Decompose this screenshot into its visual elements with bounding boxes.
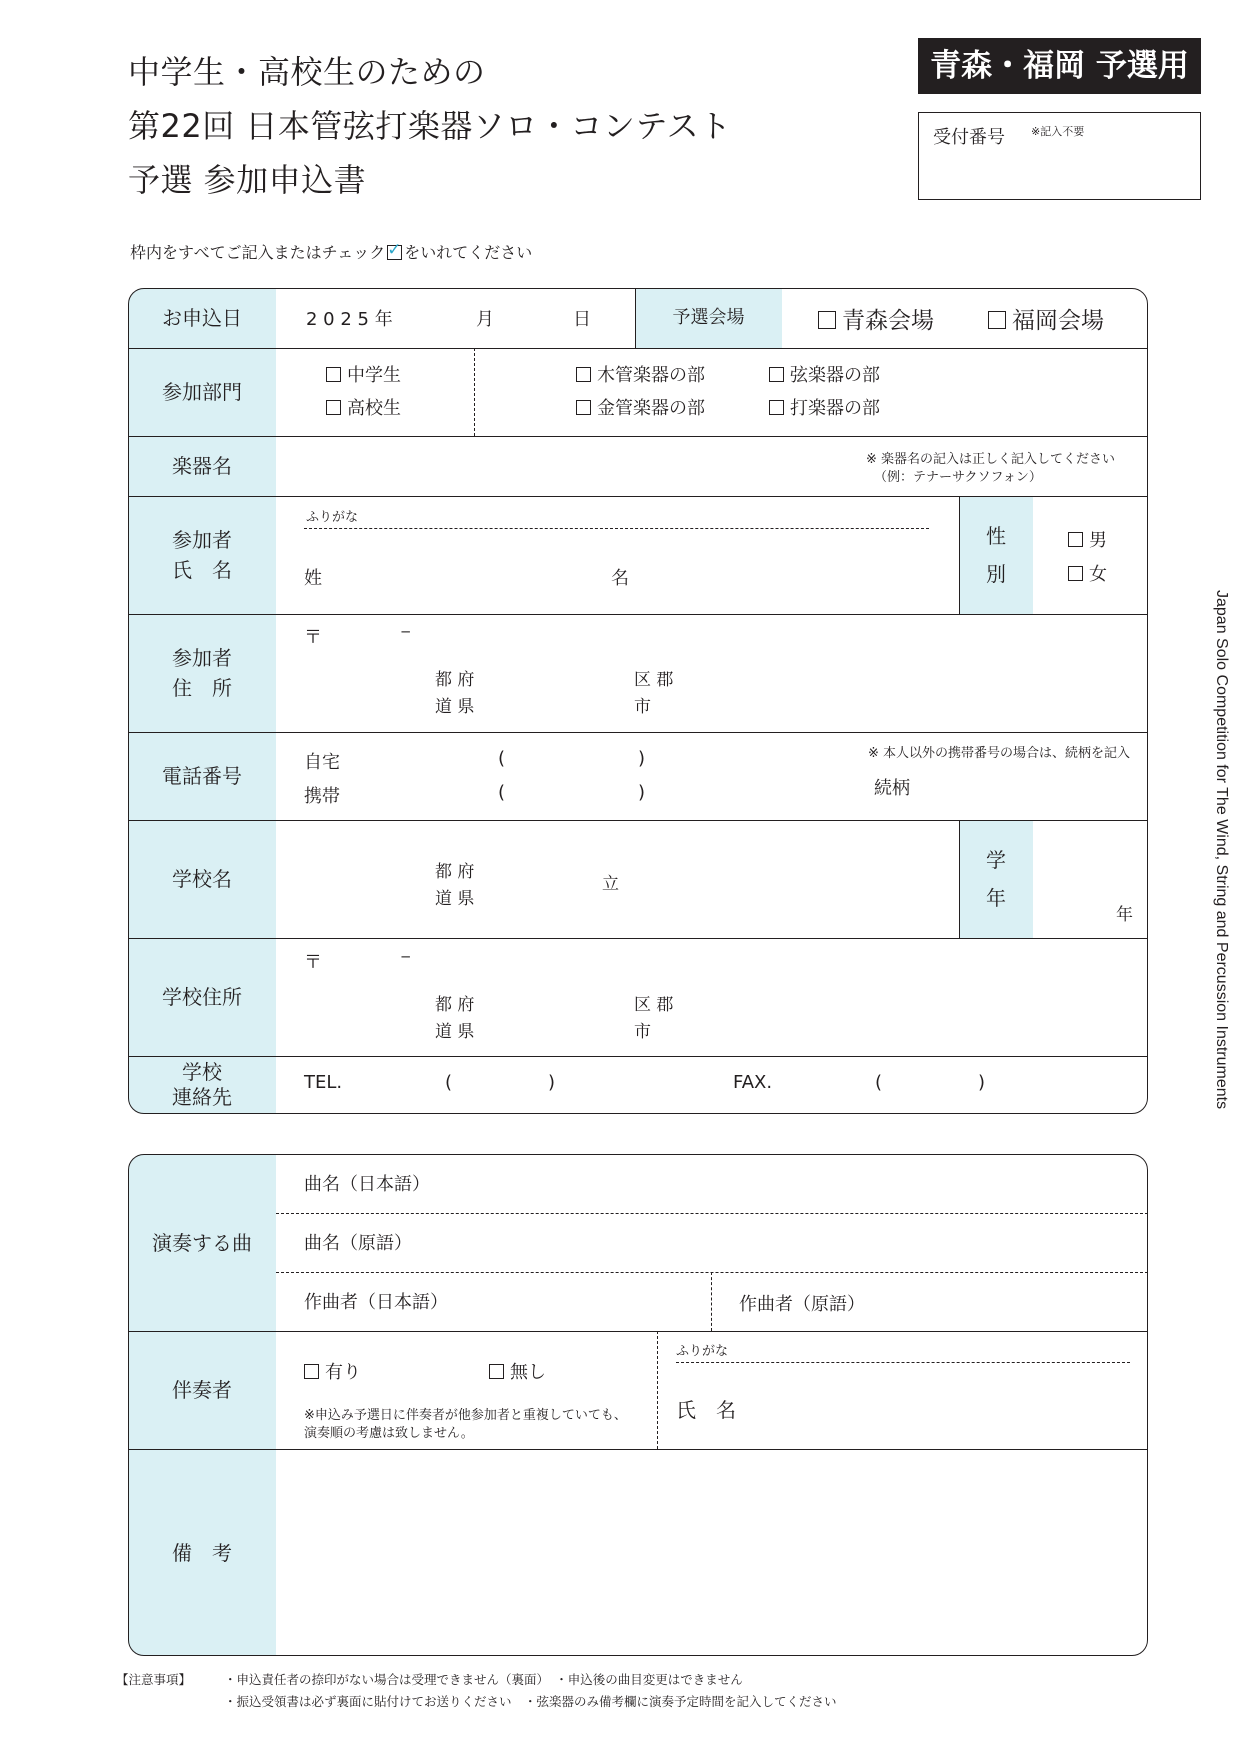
gender-label-2: 別 — [986, 562, 1006, 586]
mobile-phone-label: 携帯 — [304, 786, 340, 807]
school-city-suffix-2: 市 — [634, 1022, 651, 1042]
venue-tag: 青森・福岡 予選用 — [918, 38, 1201, 94]
prefecture-suffix-1: 都 府 — [435, 670, 475, 690]
city-suffix-1: 区 郡 — [634, 670, 674, 690]
venue-option-fukuoka-label: 福岡会場 — [1012, 308, 1104, 334]
notes-label: 【注意事項】 — [116, 1672, 192, 1687]
school-address-label: 学校住所 — [128, 938, 276, 1056]
title-ja-label: 曲名（日本語） — [304, 1174, 430, 1195]
composer-ja-label: 作曲者（日本語） — [304, 1292, 448, 1313]
instrument-note: ※ 楽器名の記入は正しく記入してください — [866, 452, 1116, 467]
school-prefecture-suffix-1: 都 府 — [435, 862, 475, 882]
instrument-example: （例：テナーサクソフォン） — [874, 470, 1042, 485]
remarks-label: 備 考 — [128, 1449, 276, 1656]
accompanist-label: 伴奏者 — [128, 1331, 276, 1449]
title-line-1: 中学生・高校生のための — [128, 53, 486, 91]
reception-note: ※記入不要 — [1031, 125, 1085, 138]
phone-note: ※ 本人以外の携帯番号の場合は、続柄を記入 — [868, 746, 1131, 761]
section-label: 木管楽器の部 — [597, 365, 705, 386]
instruction — [130, 240, 532, 263]
piece-form — [128, 1154, 1148, 1656]
paren-open: ( — [445, 1072, 453, 1093]
reception-number-box[interactable] — [918, 112, 1201, 200]
paren-close: ) — [638, 748, 646, 769]
school-prefecture-suffix-2: 道 県 — [435, 1022, 475, 1042]
accompanist-furigana-label: ふりがな — [676, 1344, 729, 1359]
notes-line-1: ・申込責任者の捺印がない場合は受理できません（裏面） ・申込後の曲目変更はできません — [224, 1672, 743, 1687]
phone-label: 電話番号 — [128, 732, 276, 820]
venue-option-aomori-label: 青森会場 — [842, 308, 934, 334]
school-contact-label-2: 連絡先 — [172, 1085, 232, 1109]
school-prefecture-suffix-2: 道 県 — [435, 889, 475, 909]
date-label: お申込日 — [128, 288, 276, 348]
gender-label-text: 女 — [1089, 564, 1107, 585]
given-name-label: 名 — [611, 568, 629, 589]
date-year[interactable]: 2 0 2 5 年 — [306, 309, 393, 330]
check-icon: ✓ — [387, 240, 402, 260]
tel-label: TEL. — [304, 1072, 343, 1093]
section-label: 弦楽器の部 — [790, 365, 880, 386]
side-caption — [1212, 590, 1228, 1170]
accompanist-no-label: 無し — [510, 1362, 546, 1383]
application-form — [128, 288, 1148, 1114]
composer-orig-label: 作曲者（原語） — [739, 1294, 865, 1315]
school-postal-mark: 〒 — [304, 952, 322, 973]
accompanist-note-1: ※申込み予選日に伴奏者が他参加者と重複していても、 — [304, 1408, 627, 1423]
participant-name-label-2: 氏 名 — [172, 558, 232, 582]
accompanist-note-2: 演奏順の考慮は致しません。 — [304, 1426, 474, 1441]
school-type-suffix: 立 — [602, 874, 619, 894]
participant-address-label-2: 住 所 — [172, 676, 232, 700]
accompanist-yes-label: 有り — [325, 1362, 361, 1383]
surname-label: 姓 — [304, 568, 322, 589]
postal-dash: − — [400, 624, 412, 640]
title-line-2: 第22回 日本管弦打楽器ソロ・コンテスト — [128, 107, 732, 145]
instruction-before: 枠内をすべてご記入またはチェック — [130, 243, 386, 262]
home-phone-label: 自宅 — [304, 752, 340, 773]
school-prefecture-suffix-1: 都 府 — [435, 995, 475, 1015]
section-label: 金管楽器の部 — [597, 398, 705, 419]
piece-label: 演奏する曲 — [128, 1154, 276, 1331]
paren-open: ( — [498, 748, 506, 769]
gender-label-1: 性 — [986, 524, 1006, 548]
division-label: 参加部門 — [128, 348, 276, 436]
title-orig-label: 曲名（原語） — [304, 1233, 412, 1254]
grade-label-2: 年 — [986, 886, 1006, 910]
gender-label-text: 男 — [1089, 530, 1107, 551]
title-line-3: 予選 参加申込書 — [128, 161, 367, 199]
level-label: 中学生 — [347, 365, 401, 386]
section-label: 打楽器の部 — [790, 398, 880, 419]
date-month[interactable]: 月 — [476, 309, 494, 330]
instrument-label: 楽器名 — [128, 436, 276, 496]
school-contact-label-1: 学校 — [182, 1060, 222, 1084]
participant-name-label-1: 参加者 — [172, 528, 232, 552]
furigana-label: ふりがな — [306, 510, 359, 525]
school-name-label: 学校名 — [128, 820, 276, 938]
participant-address-label-1: 参加者 — [172, 646, 232, 670]
school-postal-dash: − — [400, 949, 412, 965]
grade-label-1: 学 — [986, 848, 1006, 872]
side-caption-text: Japan Solo Competition for The Wind, String and Percussion Instruments — [1213, 590, 1230, 1110]
instruction-after: をいれてください — [404, 243, 533, 262]
date-day[interactable]: 日 — [573, 309, 591, 330]
reception-label: 受付番号 — [933, 127, 1005, 148]
paren-close: ) — [638, 782, 646, 803]
accompanist-name-label: 氏 名 — [676, 1398, 736, 1422]
level-label: 高校生 — [347, 398, 401, 419]
paren-open: ( — [875, 1072, 883, 1093]
paren-close: ) — [978, 1072, 986, 1093]
city-suffix-2: 市 — [634, 697, 651, 717]
school-city-suffix-1: 区 郡 — [634, 995, 674, 1015]
postal-mark: 〒 — [304, 627, 322, 648]
paren-close: ) — [548, 1072, 556, 1093]
fax-label: FAX. — [733, 1072, 773, 1093]
grade-unit: 年 — [1116, 905, 1133, 925]
notes-line-2: ・振込受領書は必ず裏面に貼付けてお送りください ・弦楽器のみ備考欄に演奏予定時間を記入してください — [224, 1694, 837, 1709]
venue-label: 予選会場 — [635, 288, 782, 348]
relation-label: 続柄 — [874, 778, 910, 799]
prefecture-suffix-2: 道 県 — [435, 697, 475, 717]
paren-open: ( — [498, 782, 506, 803]
